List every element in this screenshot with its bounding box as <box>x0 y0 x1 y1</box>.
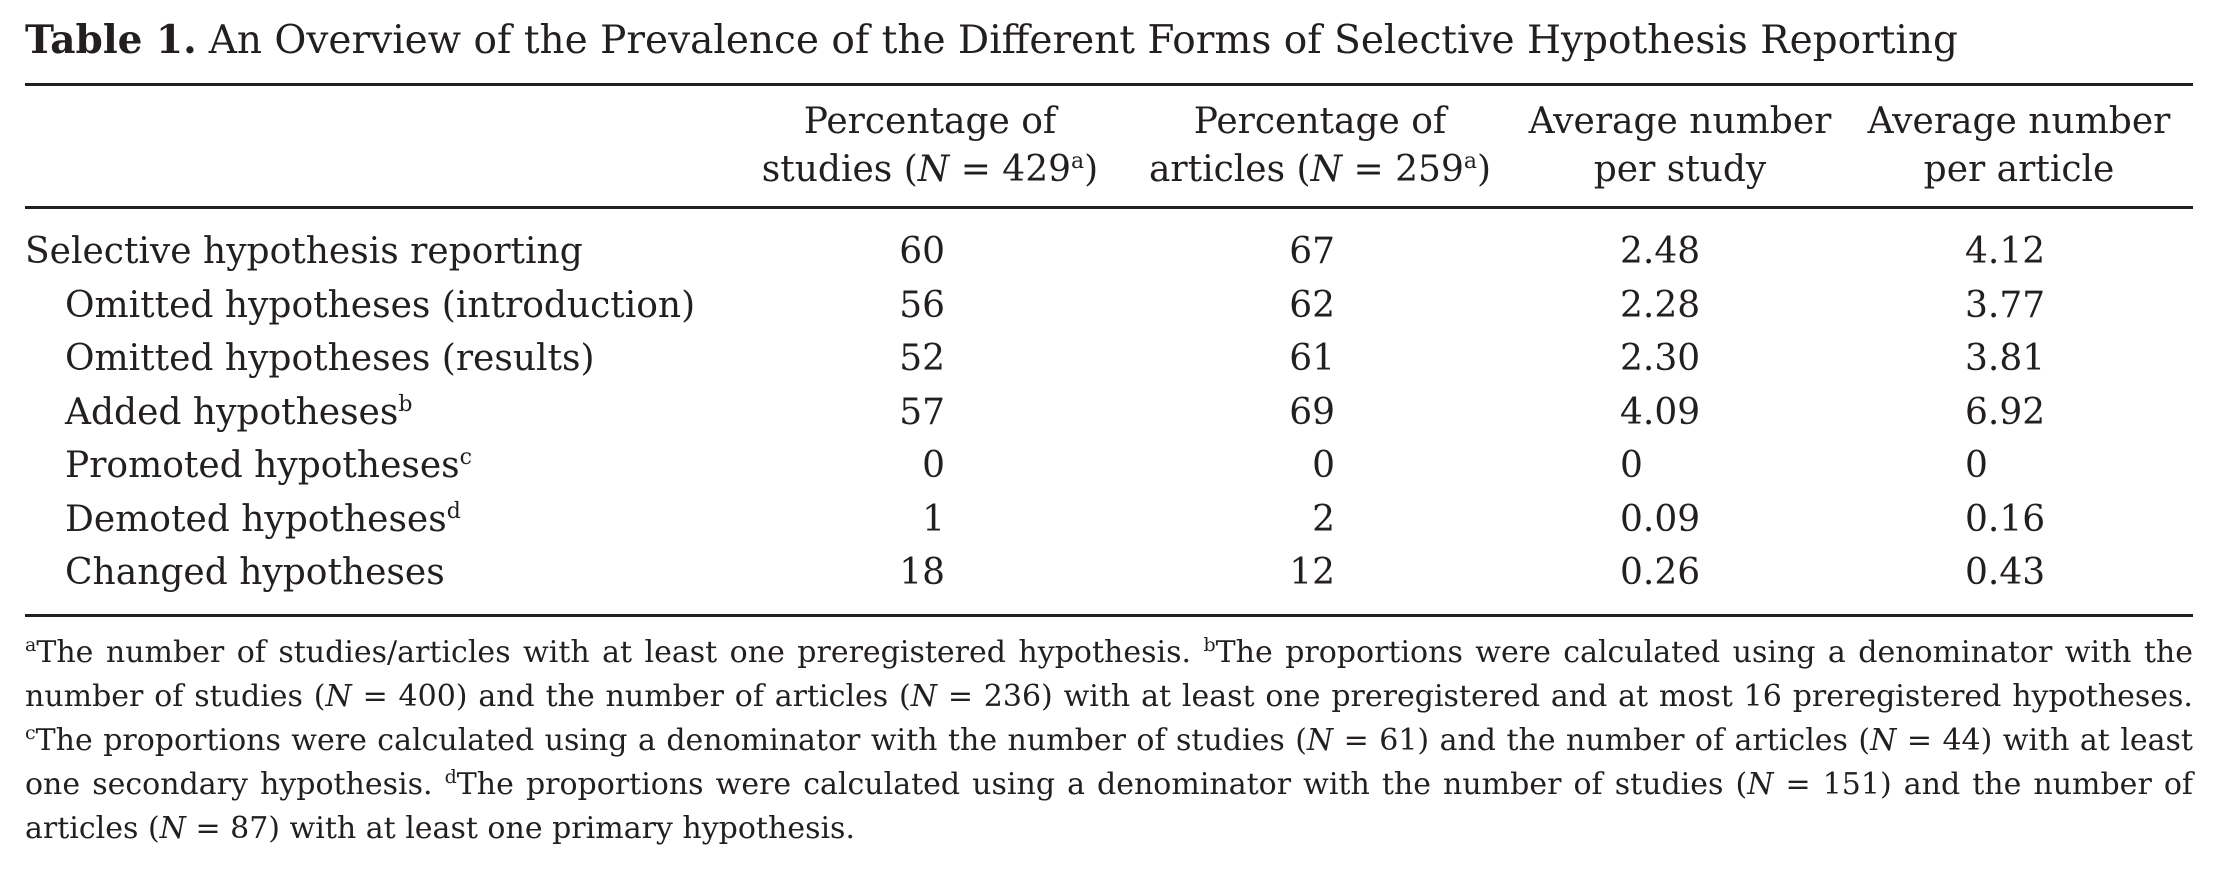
cell-pct-studies <box>735 546 1125 600</box>
footnote-mark: d <box>444 765 457 788</box>
cell-avg-study <box>1515 332 1845 386</box>
note-text: The number of studies/articles with at least one preregistered hypothesis. <box>36 634 1204 670</box>
cell-value: 2.28 <box>1620 284 1701 326</box>
table-row <box>25 493 2193 547</box>
header-blank <box>25 98 735 194</box>
cell-pct-studies <box>735 386 1125 440</box>
cell-value: 62 <box>1289 284 1335 326</box>
cell-value: 57 <box>899 391 945 433</box>
cell-avg-article <box>1845 279 2193 333</box>
cell-avg-study <box>1515 279 1845 333</box>
table-row <box>25 225 2193 279</box>
cell-value: 69 <box>1289 391 1335 433</box>
cell-avg-study <box>1515 225 1845 279</box>
cell-value: 67 <box>1289 231 1335 272</box>
header-n-value: = 259 <box>1342 149 1464 190</box>
table-notes <box>25 631 2193 851</box>
cell-value: 12 <box>1289 552 1335 593</box>
row-label <box>25 225 735 279</box>
header-avg-article-line2: per article <box>1923 149 2115 190</box>
cell-value: 3.81 <box>1965 338 2046 379</box>
cell-avg-article <box>1845 493 2193 547</box>
note-text: The proportions were calculated using a denominator with the number of studies ( <box>456 766 1748 802</box>
bottom-rule <box>25 614 2193 617</box>
table-row <box>25 439 2193 493</box>
cell-value: 2.30 <box>1620 338 1701 379</box>
cell-pct-articles <box>1125 386 1515 440</box>
cell-value: 61 <box>1289 338 1335 379</box>
note-text: The proportions were calculated using a denominator with the number of studies ( <box>35 722 1307 758</box>
header-text: articles ( <box>1148 149 1311 190</box>
cell-avg-article <box>1845 439 2193 493</box>
cell-value: 3.77 <box>1965 284 2046 326</box>
cell-avg-study <box>1515 439 1845 493</box>
table-row <box>25 332 2193 386</box>
cell-avg-study <box>1515 386 1845 440</box>
cell-pct-studies <box>735 493 1125 547</box>
row-label-text: Selective hypothesis reporting <box>25 231 583 272</box>
header-avg-study <box>1515 98 1845 194</box>
header-n: N <box>1310 149 1343 190</box>
footnote-mark: b <box>1203 633 1216 656</box>
table-title: An Overview of the Prevalence of the Different Forms of Selective Hypothesis Reporting <box>208 18 1958 63</box>
note-text: The proportions were calculated using a denominator with the number of studies ( <box>25 634 2194 714</box>
cell-pct-articles <box>1125 279 1515 333</box>
row-label <box>25 546 735 600</box>
cell-avg-article <box>1845 386 2193 440</box>
cell-avg-article <box>1845 225 2193 279</box>
row-label-text: Promoted hypotheses <box>65 445 460 486</box>
cell-value: 0.09 <box>1620 498 1701 540</box>
cell-value: 0 <box>1620 445 1643 486</box>
cell-pct-studies <box>735 225 1125 279</box>
cell-value: 52 <box>899 338 945 379</box>
cell-value: 1 <box>922 498 945 540</box>
header-n-value: = 429 <box>949 149 1072 190</box>
table-row <box>25 386 2193 440</box>
note-n: N <box>1747 766 1774 802</box>
note-text: = 236) with at least one preregistered and at most 16 preregistered hypotheses. <box>936 678 2193 714</box>
footnote-mark: b <box>398 391 413 417</box>
note-text: = 400) and the number of articles ( <box>351 678 911 714</box>
cell-value: 0 <box>1965 445 1988 486</box>
header-pct-studies-line2 <box>735 146 1125 194</box>
cell-value: 0.43 <box>1965 552 2046 593</box>
table-label: Table 1. <box>25 17 197 63</box>
cell-pct-studies <box>735 332 1125 386</box>
footnote-mark: c <box>25 721 36 744</box>
table-caption <box>25 12 2193 69</box>
row-label <box>25 332 735 386</box>
note-n: N <box>325 678 352 714</box>
cell-avg-study <box>1515 546 1845 600</box>
cell-value: 60 <box>899 231 945 272</box>
cell-pct-studies <box>735 439 1125 493</box>
row-label-text: Changed hypotheses <box>65 552 445 593</box>
row-label <box>25 439 735 493</box>
header-pct-studies <box>735 98 1125 194</box>
note-text: = 87) with at least one primary hypothesis. <box>185 810 855 846</box>
row-label-text: Added hypotheses <box>65 391 399 433</box>
cell-avg-article <box>1845 546 2193 600</box>
cell-value: 0.26 <box>1620 552 1701 593</box>
cell-pct-studies <box>735 279 1125 333</box>
cell-value: 2.48 <box>1620 231 1701 272</box>
cell-value: 0.16 <box>1965 498 2046 540</box>
header-n: N <box>917 149 950 190</box>
footnote-mark: d <box>446 498 461 524</box>
table-body <box>25 209 2193 614</box>
cell-pct-articles <box>1125 225 1515 279</box>
cell-avg-article <box>1845 332 2193 386</box>
footnote-mark: c <box>459 445 472 470</box>
note-text: = 61) and the number of articles ( <box>1333 722 1871 758</box>
footnote-mark: a <box>1463 149 1477 174</box>
header-avg-study-line2: per study <box>1593 149 1767 190</box>
cell-pct-articles <box>1125 493 1515 547</box>
cell-value: 18 <box>899 552 945 593</box>
table-figure <box>25 12 2193 851</box>
footnote-mark: a <box>25 633 37 656</box>
row-label <box>25 386 735 440</box>
footnote-mark: a <box>1071 149 1085 174</box>
header-avg-study-line1: Average number <box>1528 101 1832 142</box>
cell-value: 4.09 <box>1620 391 1701 433</box>
row-label <box>25 279 735 333</box>
header-avg-article-line1: Average number <box>1867 101 2171 142</box>
note-text: = 44) with at least one secondary hypothesis. <box>25 722 2193 802</box>
table-header <box>25 86 2193 206</box>
row-label-text: Omitted hypotheses (introduction) <box>65 284 696 326</box>
note-n: N <box>159 810 186 846</box>
cell-value: 56 <box>899 284 945 326</box>
cell-value: 2 <box>1312 498 1335 540</box>
cell-value: 0 <box>1312 445 1335 486</box>
row-label-text: Omitted hypotheses (results) <box>65 338 595 379</box>
table-row <box>25 546 2193 600</box>
header-pct-articles-line1: Percentage of <box>1193 101 1447 142</box>
note-n: N <box>910 678 937 714</box>
header-text: ) <box>1476 149 1492 190</box>
cell-value: 0 <box>922 445 945 486</box>
row-label-text: Demoted hypotheses <box>65 498 447 540</box>
cell-pct-articles <box>1125 439 1515 493</box>
cell-pct-articles <box>1125 546 1515 600</box>
header-text: ) <box>1084 149 1099 190</box>
header-pct-articles-line2 <box>1125 146 1515 194</box>
row-label <box>25 493 735 547</box>
cell-value: 4.12 <box>1965 231 2046 272</box>
cell-pct-articles <box>1125 332 1515 386</box>
header-pct-articles <box>1125 98 1515 194</box>
header-avg-article <box>1845 98 2193 194</box>
header-text: studies ( <box>761 149 918 190</box>
cell-value: 6.92 <box>1965 391 2046 433</box>
note-n: N <box>1870 722 1897 758</box>
cell-avg-study <box>1515 493 1845 547</box>
header-pct-studies-line1: Percentage of <box>803 101 1057 142</box>
table-row <box>25 279 2193 333</box>
note-text: = 151) and the number of articles ( <box>25 766 2194 846</box>
note-n: N <box>1306 722 1334 758</box>
